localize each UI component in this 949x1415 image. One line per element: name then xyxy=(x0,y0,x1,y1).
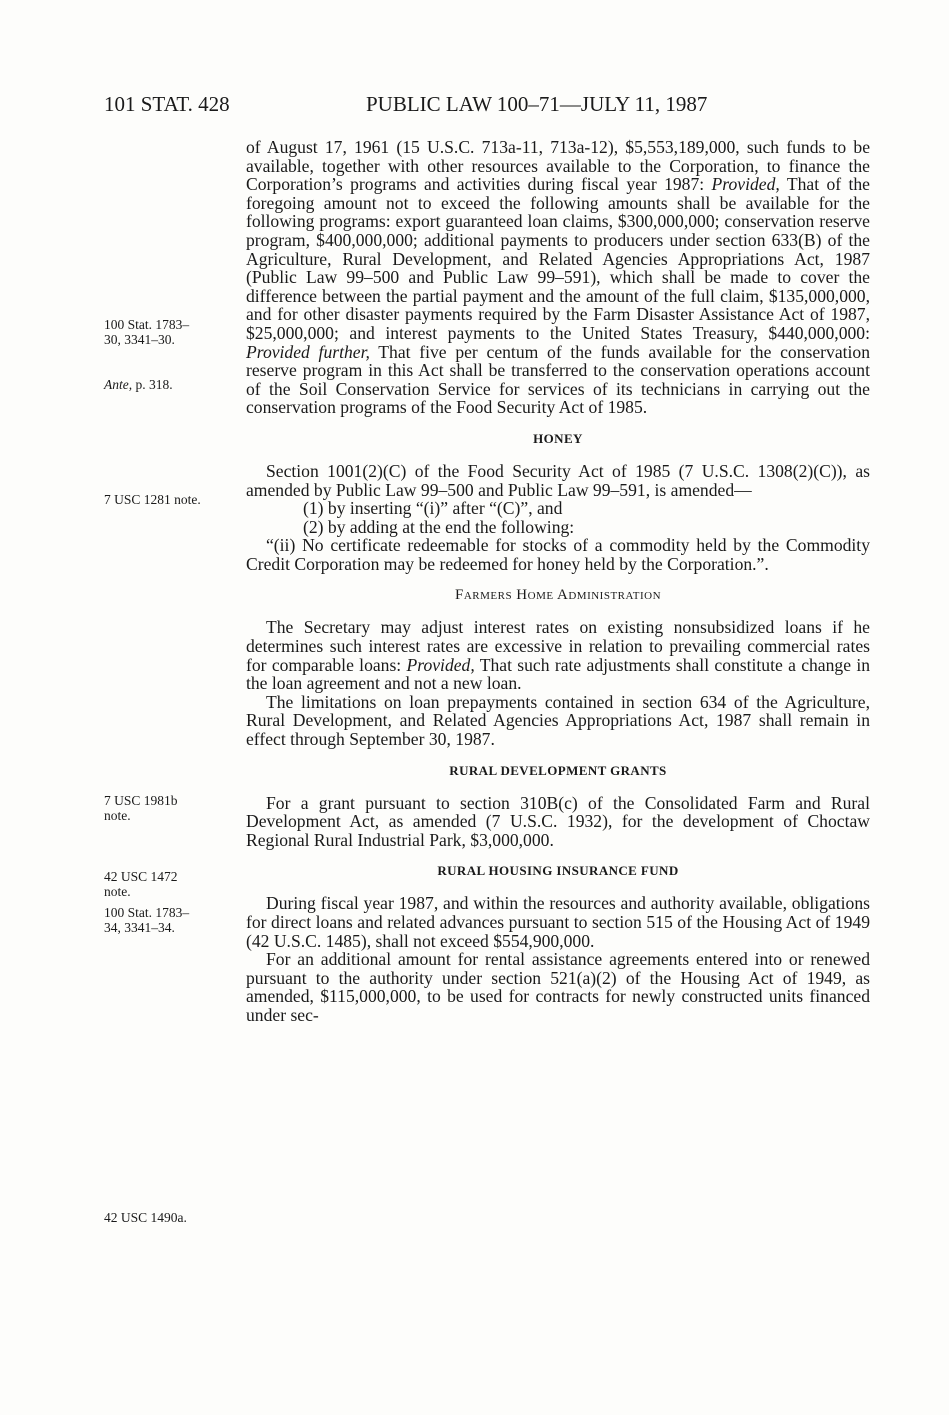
ccc-paragraph xyxy=(246,138,870,417)
margin-note-line: 42 USC 1472 xyxy=(104,869,178,884)
text-run: That such rate adjustments shall constitute a change in the loan agreement and not a new loan. xyxy=(246,654,871,694)
honey-item-2: (2) by adding at the end the following: xyxy=(303,516,575,537)
margin-note-line: 7 USC 1981b xyxy=(104,793,178,808)
honey-item-1: (1) by inserting “(i)” after “(C)”, and xyxy=(303,498,563,519)
text-run: The Secretary may adjust interest rates on existing nonsubsidized loans if he determines such interest rates are excessive in relation to prevailing commercial rates for comparable loans: xyxy=(246,617,870,675)
margin-note-line: 30, 3341–30. xyxy=(104,331,175,347)
provided-italic: Provided, xyxy=(406,654,475,675)
fmha-paragraph-1 xyxy=(246,618,870,692)
margin-note-42usc1472 xyxy=(104,870,244,899)
margin-note-line: 100 Stat. 1783– xyxy=(104,317,190,332)
margin-note-ante xyxy=(104,378,244,393)
rdg-heading: RURAL DEVELOPMENT GRANTS xyxy=(449,762,667,778)
margin-note-stat-1783-30 xyxy=(104,318,244,347)
rhif-paragraph-2: For an additional amount for rental assistance agreements entered into or renewed pursuant to the authority under section 521(a)(2) of the Housing Act of 1949, as amended, $115,000,000, to be used for contracts for newly constructed units financed under sec- xyxy=(246,949,870,1025)
honey-quote: “(ii) No certificate redeemable for stocks of a commodity held by the Commodity Credit Corporation may be redeemed for honey held by the Corporation.”. xyxy=(246,535,870,574)
margin-note-7usc1281: 7 USC 1281 note. xyxy=(104,492,201,507)
page-header xyxy=(104,92,799,118)
margin-note-line: note. xyxy=(104,883,131,899)
margin-note-42usc1490a: 42 USC 1490a. xyxy=(104,1210,187,1225)
margin-note-line: 34, 3341–34. xyxy=(104,919,175,935)
margin-note-italic: Ante, xyxy=(104,377,133,392)
text-run: That five per centum of the funds available for the conservation reserve program in this Act shall be transferred to the conservation operations account of the Soil Conservation Service for services of its technicians in carrying out the conservation programs of the Food Security Act of 1985. xyxy=(246,341,870,418)
provided-italic: Provided, xyxy=(711,174,780,195)
margin-note-stat-1783-34 xyxy=(104,906,244,935)
text-run: of August 17, 1961 (15 U.S.C. 713a-11, 713a-12), $5,553,189,000, such funds to be available, together with other resources available to the Corporation, to finance the Corporation’s programs and activities during fiscal year 1987: xyxy=(246,137,870,195)
margin-note-line: 100 Stat. 1783– xyxy=(104,905,190,920)
margin-note-text: p. 318. xyxy=(132,377,173,392)
honey-paragraph: Section 1001(2)(C) of the Food Security Act of 1985 (7 U.S.C. 1308(2)(C)), as amended by Public Law 99–500 and Public Law 99–591, is amended— xyxy=(246,460,870,500)
honey-heading: HONEY xyxy=(533,430,583,446)
rdg-paragraph: For a grant pursuant to section 310B(c) of the Consolidated Farm and Rural Development Act, as amended (7 U.S.C. 1932), for the development of Choctaw Regional Rural Industrial Park, $3,000,000. xyxy=(246,792,870,850)
fmha-heading: Farmers Home Administration xyxy=(454,587,662,604)
fmha-paragraph-2: The limitations on loan prepayments contained in section 634 of the Agriculture, Rural Development, and Related Agencies Appropriations Act, 1987 shall remain in effect through September 30, 1987. xyxy=(246,691,870,750)
margin-note-7usc1981b xyxy=(104,794,244,823)
provided-further-italic: Provided further, xyxy=(246,341,370,362)
stat-reference: 101 STAT. 428 xyxy=(104,92,230,116)
page-title: PUBLIC LAW 100–71—JULY 11, 1987 xyxy=(366,92,708,116)
margin-note-line: note. xyxy=(104,807,131,823)
main-text xyxy=(246,138,870,1025)
rhif-heading: RURAL HOUSING INSURANCE FUND xyxy=(437,863,679,879)
rhif-paragraph-1: During fiscal year 1987, and within the resources and authority available, obligations for direct loans and related advances pursuant to section 515 of the Housing Act of 1949 (42 U.S.C. 1485), shall not exceed $554,900,000. xyxy=(246,893,870,951)
text-run: That of the foregoing amount not to exceed the following amounts shall be available for the following programs: export guaranteed loan claims, $300,000,000; conservation reserve program, $400,000,000; additional payments to producers under section 633(B) of the Agriculture, Rural Development, and Related Agencies Appropriations Act, 1987 (Public Law 99–500 and Public Law 99–591), which shall be made to cover the difference between the partial payment and the amount of the full claim, $135,000,000, and for other disaster payments required by the Farm Disaster Assistance Act of 1987, $25,000,000; and interest payments to the United States Treasury, $440,000,000: xyxy=(246,174,870,343)
